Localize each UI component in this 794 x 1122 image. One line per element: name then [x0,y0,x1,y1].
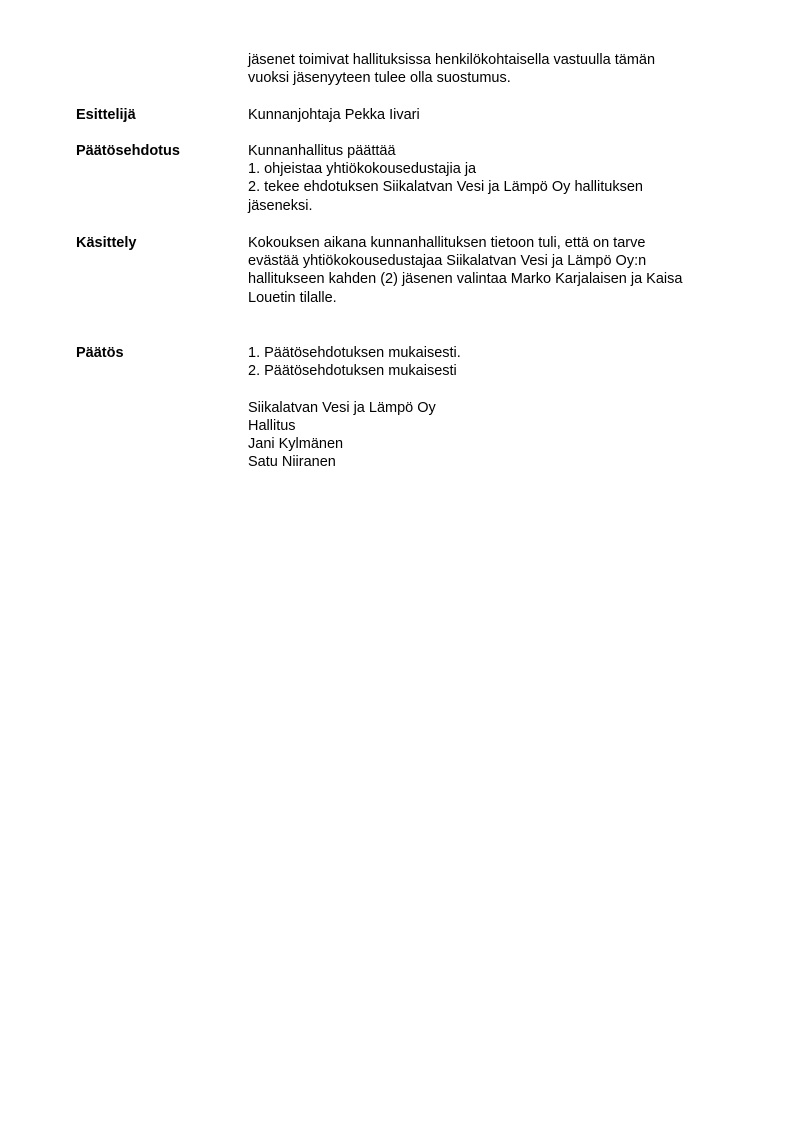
paatos-line-2: 2. Päätösehdotuksen mukaisesti [248,363,457,379]
kasittely-line-3: hallitukseen kahden (2) jäsenen valintaa Marko Karjalaisen ja Kaisa [248,271,683,287]
tiedoksi-line-2: Hallitus [248,418,296,434]
intro-line-1: jäsenet toimivat hallituksissa henkilökohtaisella vastuulla tämän [248,52,656,68]
paatos-label: Päätös [76,345,124,361]
tiedoksi-line-3: Jani Kylmänen [248,436,344,452]
paatos-line-1: 1. Päätösehdotuksen mukaisesti. [248,345,461,361]
kasittely-line-1: Kokouksen aikana kunnanhallituksen tietoon tuli, että on tarve [248,235,646,251]
kasittely-line-4: Louetin tilalle. [248,290,337,306]
kasittely-line-2: evästää yhtiökokousedustajaa Siikalatvan Vesi ja Lämpö Oy:n [248,253,647,269]
paatosehdotus-line-4: jäseneksi. [248,198,313,214]
paatosehdotus-line-2: 1. ohjeistaa yhtiökokousedustajia ja [248,161,477,177]
intro-line-2: vuoksi jäsenyyteen tulee olla suostumus. [248,70,511,86]
paatosehdotus-label: Päätösehdotus [76,143,180,159]
tiedoksi-line-4: Satu Niiranen [248,454,336,470]
kasittely-label: Käsittely [76,235,137,251]
paatosehdotus-line-3: 2. tekee ehdotuksen Siikalatvan Vesi ja Lämpö Oy hallituksen [248,179,643,195]
tiedoksi-line-1: Siikalatvan Vesi ja Lämpö Oy [248,400,436,416]
esittelija-label: Esittelijä [76,107,136,123]
paatosehdotus-line-1: Kunnanhallitus päättää [248,143,396,159]
esittelija-text: Kunnanjohtaja Pekka Iivari [248,107,420,123]
